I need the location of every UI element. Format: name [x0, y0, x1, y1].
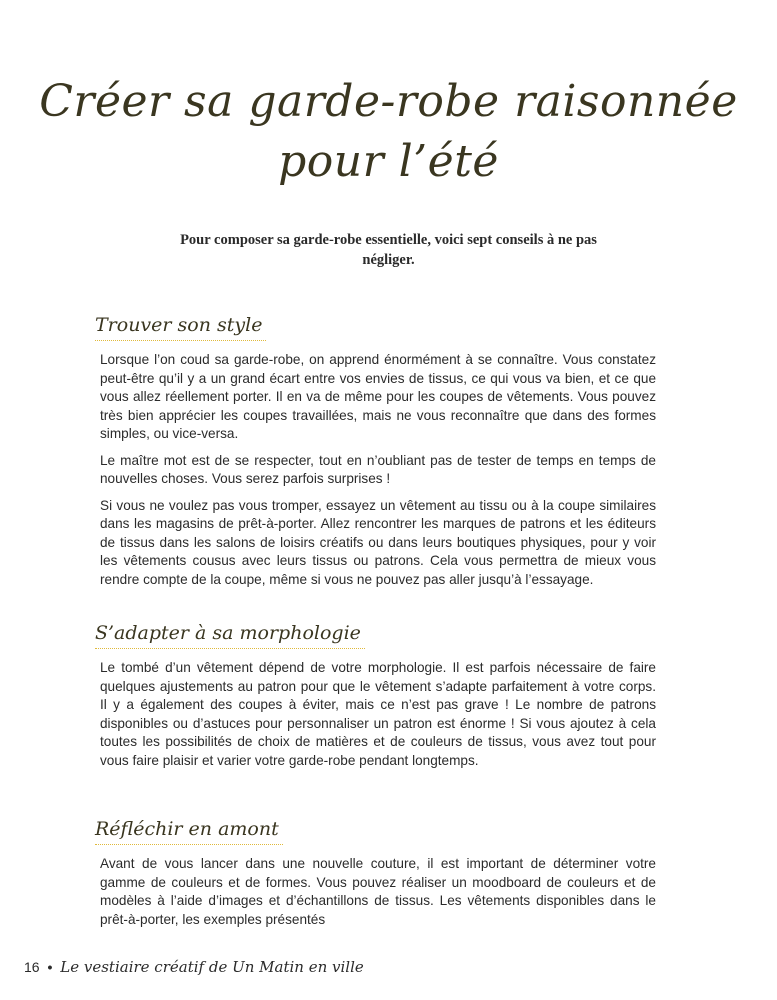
paragraph: Le maître mot est de se respecter, tout en n’oubliant pas de tester de temps en temps de nouvelles choses. Vous serez parfois surprises !	[100, 452, 656, 486]
paragraph: Si vous ne voulez pas vous tromper, essayez un vêtement au tissu ou à la coupe similaires dans les magasins de prêt-à-porter. Allez rencontrer les marques de patrons et les éditeurs de tissus dans les salons de loisirs créatifs ou dans leurs boutiques physiques, pour y voir les vêtements cousus avec leurs tissus ou patrons. Cela vous permettra de mieux vous rendre compte de la coupe, même si vous ne pouvez pas aller jusqu’à l’essayage.	[100, 497, 656, 587]
footer-separator: •	[47, 959, 53, 975]
intro-text: Pour composer sa garde-robe essentielle, voici sept conseils à ne pas négliger.	[180, 232, 597, 268]
book-title: Le vestiaire créatif de Un Matin en ville	[60, 958, 364, 976]
section-reflechir-en-amont	[95, 818, 656, 929]
page-title-line-1: Créer sa garde-robe raisonnée	[39, 76, 738, 127]
section-heading: Réfléchir en amont	[95, 818, 283, 845]
section-s-adapter-a-sa-morphologie	[95, 622, 656, 770]
page-footer	[24, 958, 364, 976]
paragraph: Lorsque l’on coud sa garde-robe, on apprend énormément à se connaître. Vous constatez peut-être qu’il y a un grand écart entre vos envies de tissus, ce qui vous va bien, et ce que vous allez réellement porter. Il en va de même pour les coupes de vêtements. Vous pouvez très bien apprécier les coupes travaillées, mais ne vous reconnaître que dans des formes simples, ou vice-versa.	[100, 352, 656, 441]
paragraph: Le tombé d’un vêtement dépend de votre morphologie. Il est parfois nécessaire de faire quelques ajustements au patron pour que le vêtement s’adapte parfaitement à votre corps. Il y a également des coupes à éviter, mais ce n’est pas grave ! Le nombre de patrons disponibles ou d’astuces pour personnaliser un patron est énorme ! Si vous ajoutez à cela toutes les possibilités de choix de matières et de couleurs de tissus, vous avez tout pour vous faire plaisir et varier votre garde-robe pendant longtemps.	[100, 660, 656, 768]
section-heading: Trouver son style	[95, 314, 266, 341]
paragraph: Avant de vous lancer dans une nouvelle couture, il est important de déterminer votre gamme de couleurs et de formes. Vous pouvez réaliser un moodboard de couleurs et de modèles à l’aide d’images et d’échantillons de tissus. Les vêtements disponibles dans le prêt-à-porter, les exemples présentés	[100, 856, 656, 927]
page-number: 16	[24, 959, 40, 975]
page-title	[0, 72, 777, 192]
section-heading: S’adapter à sa morphologie	[95, 622, 365, 649]
page-title-line-2: pour l’été	[278, 136, 499, 187]
section-trouver-son-style	[95, 314, 656, 589]
